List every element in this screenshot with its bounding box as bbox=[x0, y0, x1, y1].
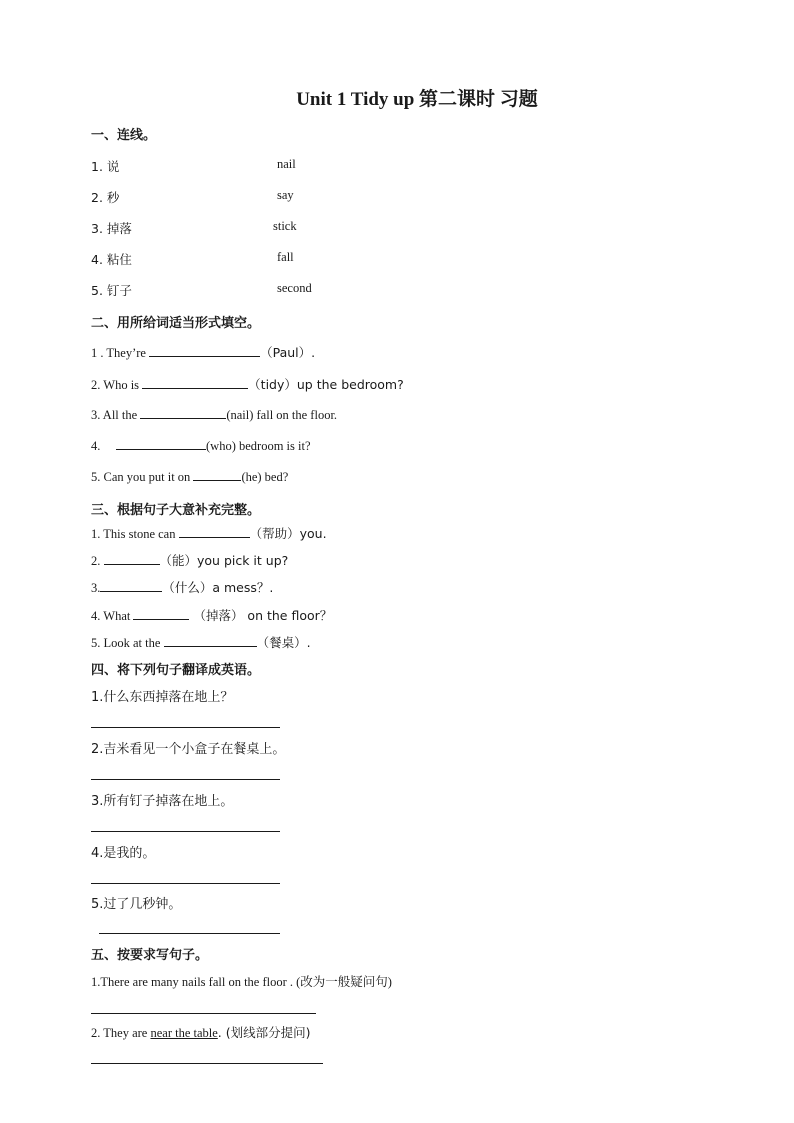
match-left-2: 2. 秒 bbox=[91, 190, 120, 205]
translate-item-5: 5.过了几秒钟。 bbox=[91, 897, 182, 912]
fill-question-4 bbox=[91, 437, 311, 454]
complete-question-1-pre: 1. This stone can bbox=[91, 527, 179, 541]
page-title: Unit 1 Tidy up 第二课时 习题 bbox=[296, 89, 538, 110]
complete-question-2 bbox=[91, 551, 288, 569]
section-1-heading: 一、连线。 bbox=[91, 128, 157, 143]
match-left-4: 4. 粘住 bbox=[91, 252, 132, 267]
answer-line[interactable] bbox=[91, 1013, 316, 1014]
complete-question-1-post: （帮助）you. bbox=[249, 526, 327, 541]
match-right-1: nail bbox=[277, 157, 296, 171]
fill-question-3-pre: 3. All the bbox=[91, 408, 141, 422]
fill-question-5-post: (he) bed? bbox=[241, 470, 289, 484]
match-right-3: stick bbox=[273, 219, 297, 233]
fill-question-4-pre: 4. bbox=[91, 439, 101, 453]
fill-question-5 bbox=[91, 468, 288, 485]
complete-question-4-post: （掉落） on the floor？ bbox=[189, 608, 333, 623]
answer-blank[interactable] bbox=[100, 579, 162, 592]
answer-line[interactable] bbox=[91, 1063, 323, 1064]
complete-question-3-pre: 3. bbox=[91, 581, 101, 595]
translate-item-2: 2.吉米看见一个小盒子在餐桌上。 bbox=[91, 742, 286, 757]
rewrite-question-2-pre: 2. They are bbox=[91, 1026, 151, 1040]
fill-question-5-pre: 5. Can you put it on bbox=[91, 470, 194, 484]
answer-blank[interactable] bbox=[179, 525, 250, 538]
fill-question-2-post: （tidy）up the bedroom? bbox=[248, 377, 404, 392]
match-right-2: say bbox=[277, 188, 294, 202]
answer-line[interactable] bbox=[91, 727, 280, 728]
complete-question-1 bbox=[91, 524, 327, 542]
complete-question-2-pre: 2. bbox=[91, 554, 104, 568]
rewrite-question-1: 1.There are many nails fall on the floor . (改为一般疑问句) bbox=[91, 975, 392, 989]
complete-question-2-post: （能）you pick it up? bbox=[159, 553, 289, 568]
match-right-5: second bbox=[277, 281, 312, 295]
fill-question-3-post: (nail) fall on the floor. bbox=[226, 408, 338, 422]
match-left-5: 5. 钉子 bbox=[91, 283, 132, 298]
complete-question-5-post: （餐桌）. bbox=[256, 635, 311, 650]
complete-question-4-pre: 4. What bbox=[91, 609, 134, 623]
complete-question-3-post: （什么）a mess？. bbox=[162, 580, 274, 595]
match-right-4: fall bbox=[277, 250, 294, 264]
fill-question-1 bbox=[91, 343, 315, 361]
match-left-1: 1. 说 bbox=[91, 159, 120, 174]
answer-line[interactable] bbox=[99, 933, 280, 934]
rewrite-question-2 bbox=[91, 1023, 311, 1041]
answer-blank[interactable] bbox=[164, 634, 257, 647]
match-left-3: 3. 掉落 bbox=[91, 221, 132, 236]
rewrite-question-2-post: . (划线部分提问) bbox=[217, 1025, 311, 1040]
translate-item-3: 3.所有钉子掉落在地上。 bbox=[91, 794, 234, 809]
fill-question-1-post: （Paul）. bbox=[260, 345, 316, 360]
translate-item-4: 4.是我的。 bbox=[91, 846, 156, 861]
complete-question-3 bbox=[91, 578, 273, 596]
section-4-heading: 四、将下列句子翻译成英语。 bbox=[91, 663, 261, 678]
fill-question-1-pre: 1 . They’re bbox=[91, 346, 150, 360]
complete-question-5 bbox=[91, 633, 311, 651]
fill-question-2-pre: 2. Who is bbox=[91, 378, 143, 392]
section-2-heading: 二、用所给词适当形式填空。 bbox=[91, 316, 261, 331]
complete-question-5-pre: 5. Look at the bbox=[91, 636, 164, 650]
answer-blank[interactable] bbox=[193, 468, 241, 481]
section-5-heading: 五、按要求写句子。 bbox=[91, 948, 209, 963]
answer-blank[interactable] bbox=[142, 376, 248, 389]
fill-question-2 bbox=[91, 375, 404, 393]
underlined-phrase: near the table bbox=[150, 1026, 218, 1040]
answer-blank[interactable] bbox=[104, 552, 160, 565]
answer-line[interactable] bbox=[91, 779, 280, 780]
section-3-heading: 三、根据句子大意补充完整。 bbox=[91, 503, 261, 518]
answer-blank[interactable] bbox=[140, 406, 226, 419]
fill-question-4-post: (who) bedroom is it? bbox=[206, 439, 311, 453]
answer-line[interactable] bbox=[91, 831, 280, 832]
answer-blank[interactable] bbox=[116, 437, 206, 450]
answer-blank[interactable] bbox=[149, 344, 260, 357]
complete-question-4 bbox=[91, 606, 332, 624]
answer-blank[interactable] bbox=[133, 607, 189, 620]
translate-item-1: 1.什么东西掉落在地上？ bbox=[91, 690, 234, 705]
fill-question-3 bbox=[91, 406, 337, 423]
answer-line[interactable] bbox=[91, 883, 280, 884]
